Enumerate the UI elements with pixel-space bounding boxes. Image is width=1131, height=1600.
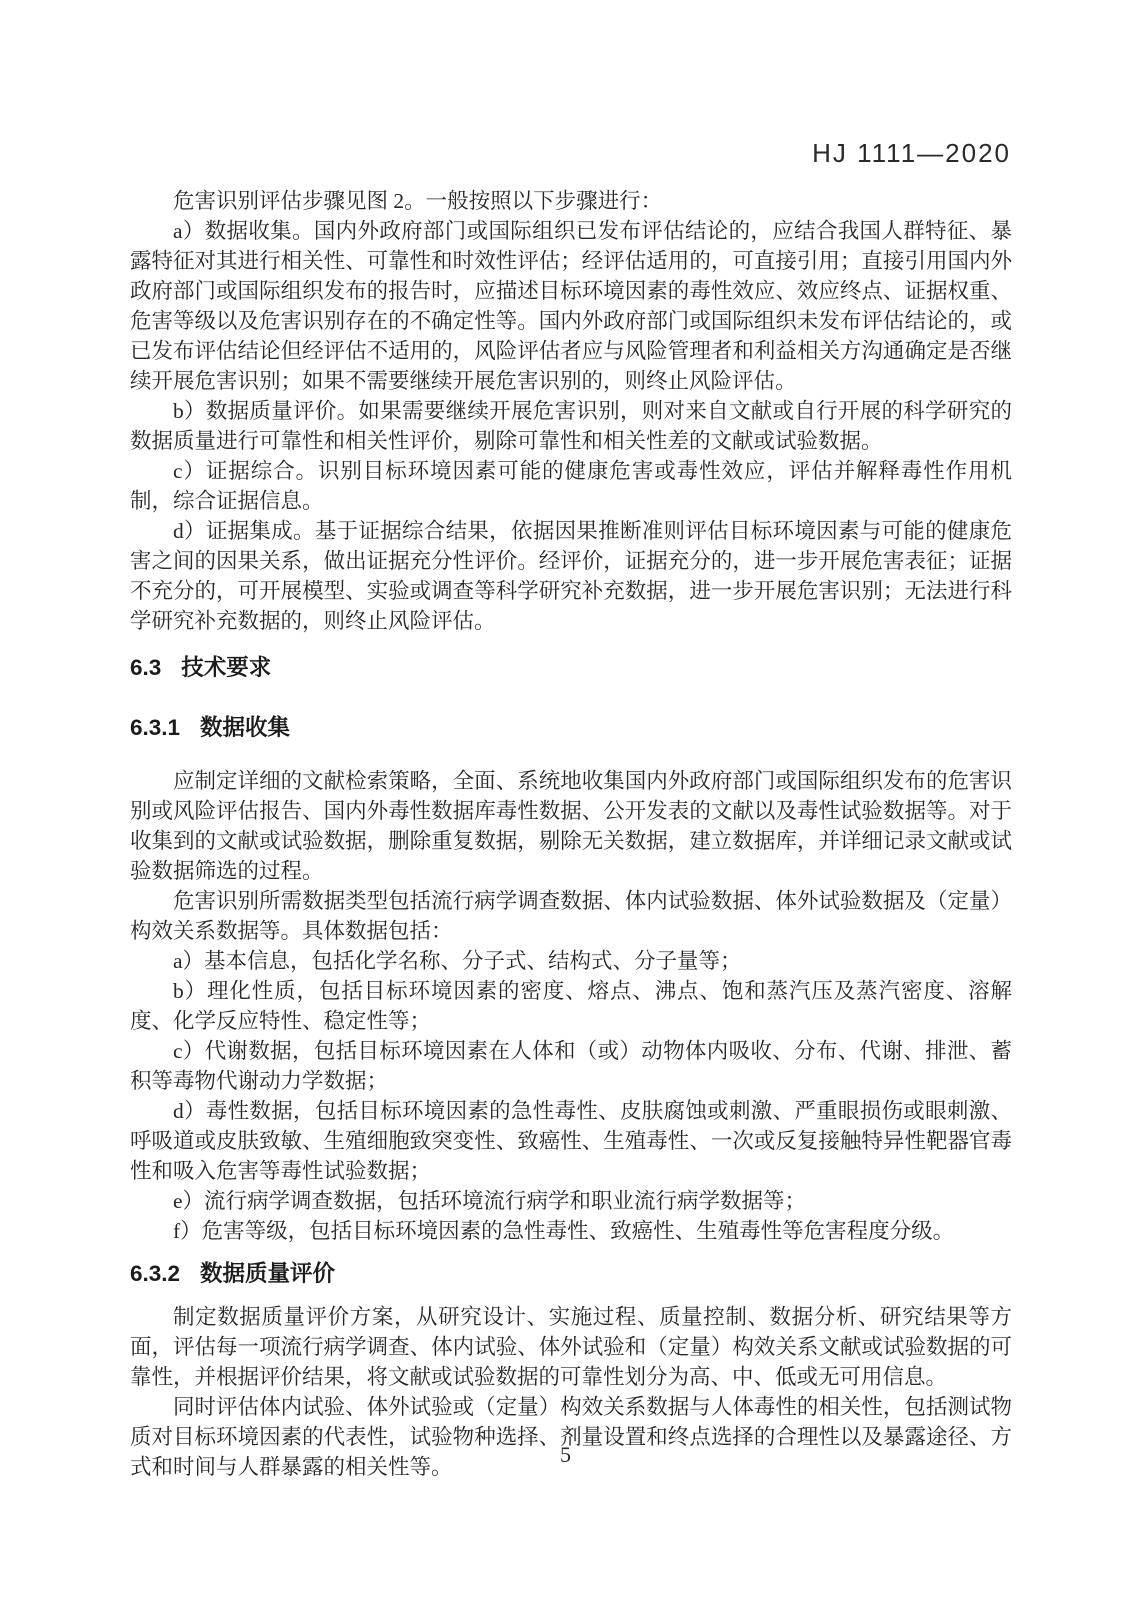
section-title: 技术要求 xyxy=(181,655,272,680)
s631-paragraph-1: 应制定详细的文献检索策略，全面、系统地收集国内外政府部门或国际组织发布的危害识别或风险评估报告、国内外毒性数据库毒性数据、公开发表的文献以及毒性试验数据等。对于收集到的文献或试验数据，删除重复数据，剔除无关数据，建立数据库，并详细记录文献或试验数据筛选的过程。 xyxy=(130,769,1012,883)
s631-item-a: a）基本信息，包括化学名称、分子式、结构式、分子量等； xyxy=(173,949,742,973)
page-body xyxy=(130,186,1012,1482)
s631-item-d: d）毒性数据，包括目标环境因素的急性毒性、皮肤腐蚀或刺激、严重眼损伤或眼刺激、呼吸道或皮肤致敏、生殖细胞致突变性、致癌性、生殖毒性、一次或反复接触特异性靶器官毒性和吸入危害等毒性试验数据； xyxy=(130,1099,1012,1183)
section-title: 数据收集 xyxy=(200,715,291,740)
section-heading-6-3 xyxy=(130,654,1012,682)
section-number: 6.3.1 xyxy=(130,715,181,740)
s631-item-f: f）危害等级，包括目标环境因素的急性毒性、致癌性、生殖毒性等危害程度分级。 xyxy=(173,1219,955,1243)
step-c-paragraph: c）证据综合。识别目标环境因素可能的健康危害或毒性效应，评估并解释毒性作用机制，综合证据信息。 xyxy=(130,459,1012,513)
section-heading-6-3-2 xyxy=(130,1260,1012,1288)
page-number: 5 xyxy=(560,1442,571,1467)
section-title: 数据质量评价 xyxy=(200,1261,336,1286)
step-b-paragraph: b）数据质量评价。如果需要继续开展危害识别，则对来自文献或自行开展的科学研究的数据质量进行可靠性和相关性评价，剔除可靠性和相关性差的文献或试验数据。 xyxy=(130,399,1012,453)
s631-item-b: b）理化性质，包括目标环境因素的密度、熔点、沸点、饱和蒸汽压及蒸汽密度、溶解度、化学反应特性、稳定性等； xyxy=(130,979,1012,1033)
s631-item-e: e）流行病学调查数据，包括环境流行病学和职业流行病学数据等； xyxy=(173,1189,807,1213)
standard-number-header: HJ 1111—2020 xyxy=(812,138,1011,168)
intro-paragraph: 危害识别评估步骤见图 2。一般按照以下步骤进行： xyxy=(173,189,663,213)
section-number: 6.3.2 xyxy=(130,1261,181,1286)
section-heading-6-3-1 xyxy=(130,714,1012,742)
s632-paragraph-1: 制定数据质量评价方案，从研究设计、实施过程、质量控制、数据分析、研究结果等方面，评估每一项流行病学调查、体内试验、体外试验和（定量）构效关系文献或试验数据的可靠性，并根据评价结果，将文献或试验数据的可靠性划分为高、中、低或无可用信息。 xyxy=(130,1305,1012,1389)
s631-item-c: c）代谢数据，包括目标环境因素在人体和（或）动物体内吸收、分布、代谢、排泄、蓄积等毒物代谢动力学数据； xyxy=(130,1039,1012,1093)
section-number: 6.3 xyxy=(130,655,162,680)
step-d-paragraph: d）证据集成。基于证据综合结果，依据因果推断准则评估目标环境因素与可能的健康危害之间的因果关系，做出证据充分性评价。经评价，证据充分的，进一步开展危害表征；证据不充分的，可开展模型、实验或调查等科学研究补充数据，进一步开展危害识别；无法进行科学研究补充数据的，则终止风险评估。 xyxy=(130,519,1012,633)
s632-paragraph-2: 同时评估体内试验、体外试验或（定量）构效关系数据与人体毒性的相关性，包括测试物质对目标环境因素的代表性，试验物种选择、剂量设置和终点选择的合理性以及暴露途径、方式和时间与人群暴露的相关性等。 xyxy=(130,1395,1012,1479)
s631-paragraph-2: 危害识别所需数据类型包括流行病学调查数据、体内试验数据、体外试验数据及（定量）构效关系数据等。具体数据包括： xyxy=(130,889,1012,943)
step-a-paragraph: a）数据收集。国内外政府部门或国际组织已发布评估结论的，应结合我国人群特征、暴露特征对其进行相关性、可靠性和时效性评估；经评估适用的，可直接引用；直接引用国内外政府部门或国际组织发布的报告时，应描述目标环境因素的毒性效应、效应终点、证据权重、危害等级以及危害识别存在的不确定性等。国内外政府部门或国际组织未发布评估结论的，或已发布评估结论但经评估不适用的，风险评估者应与风险管理者和利益相关方沟通确定是否继续开展危害识别；如果不需要继续开展危害识别的，则终止风险评估。 xyxy=(130,219,1012,393)
